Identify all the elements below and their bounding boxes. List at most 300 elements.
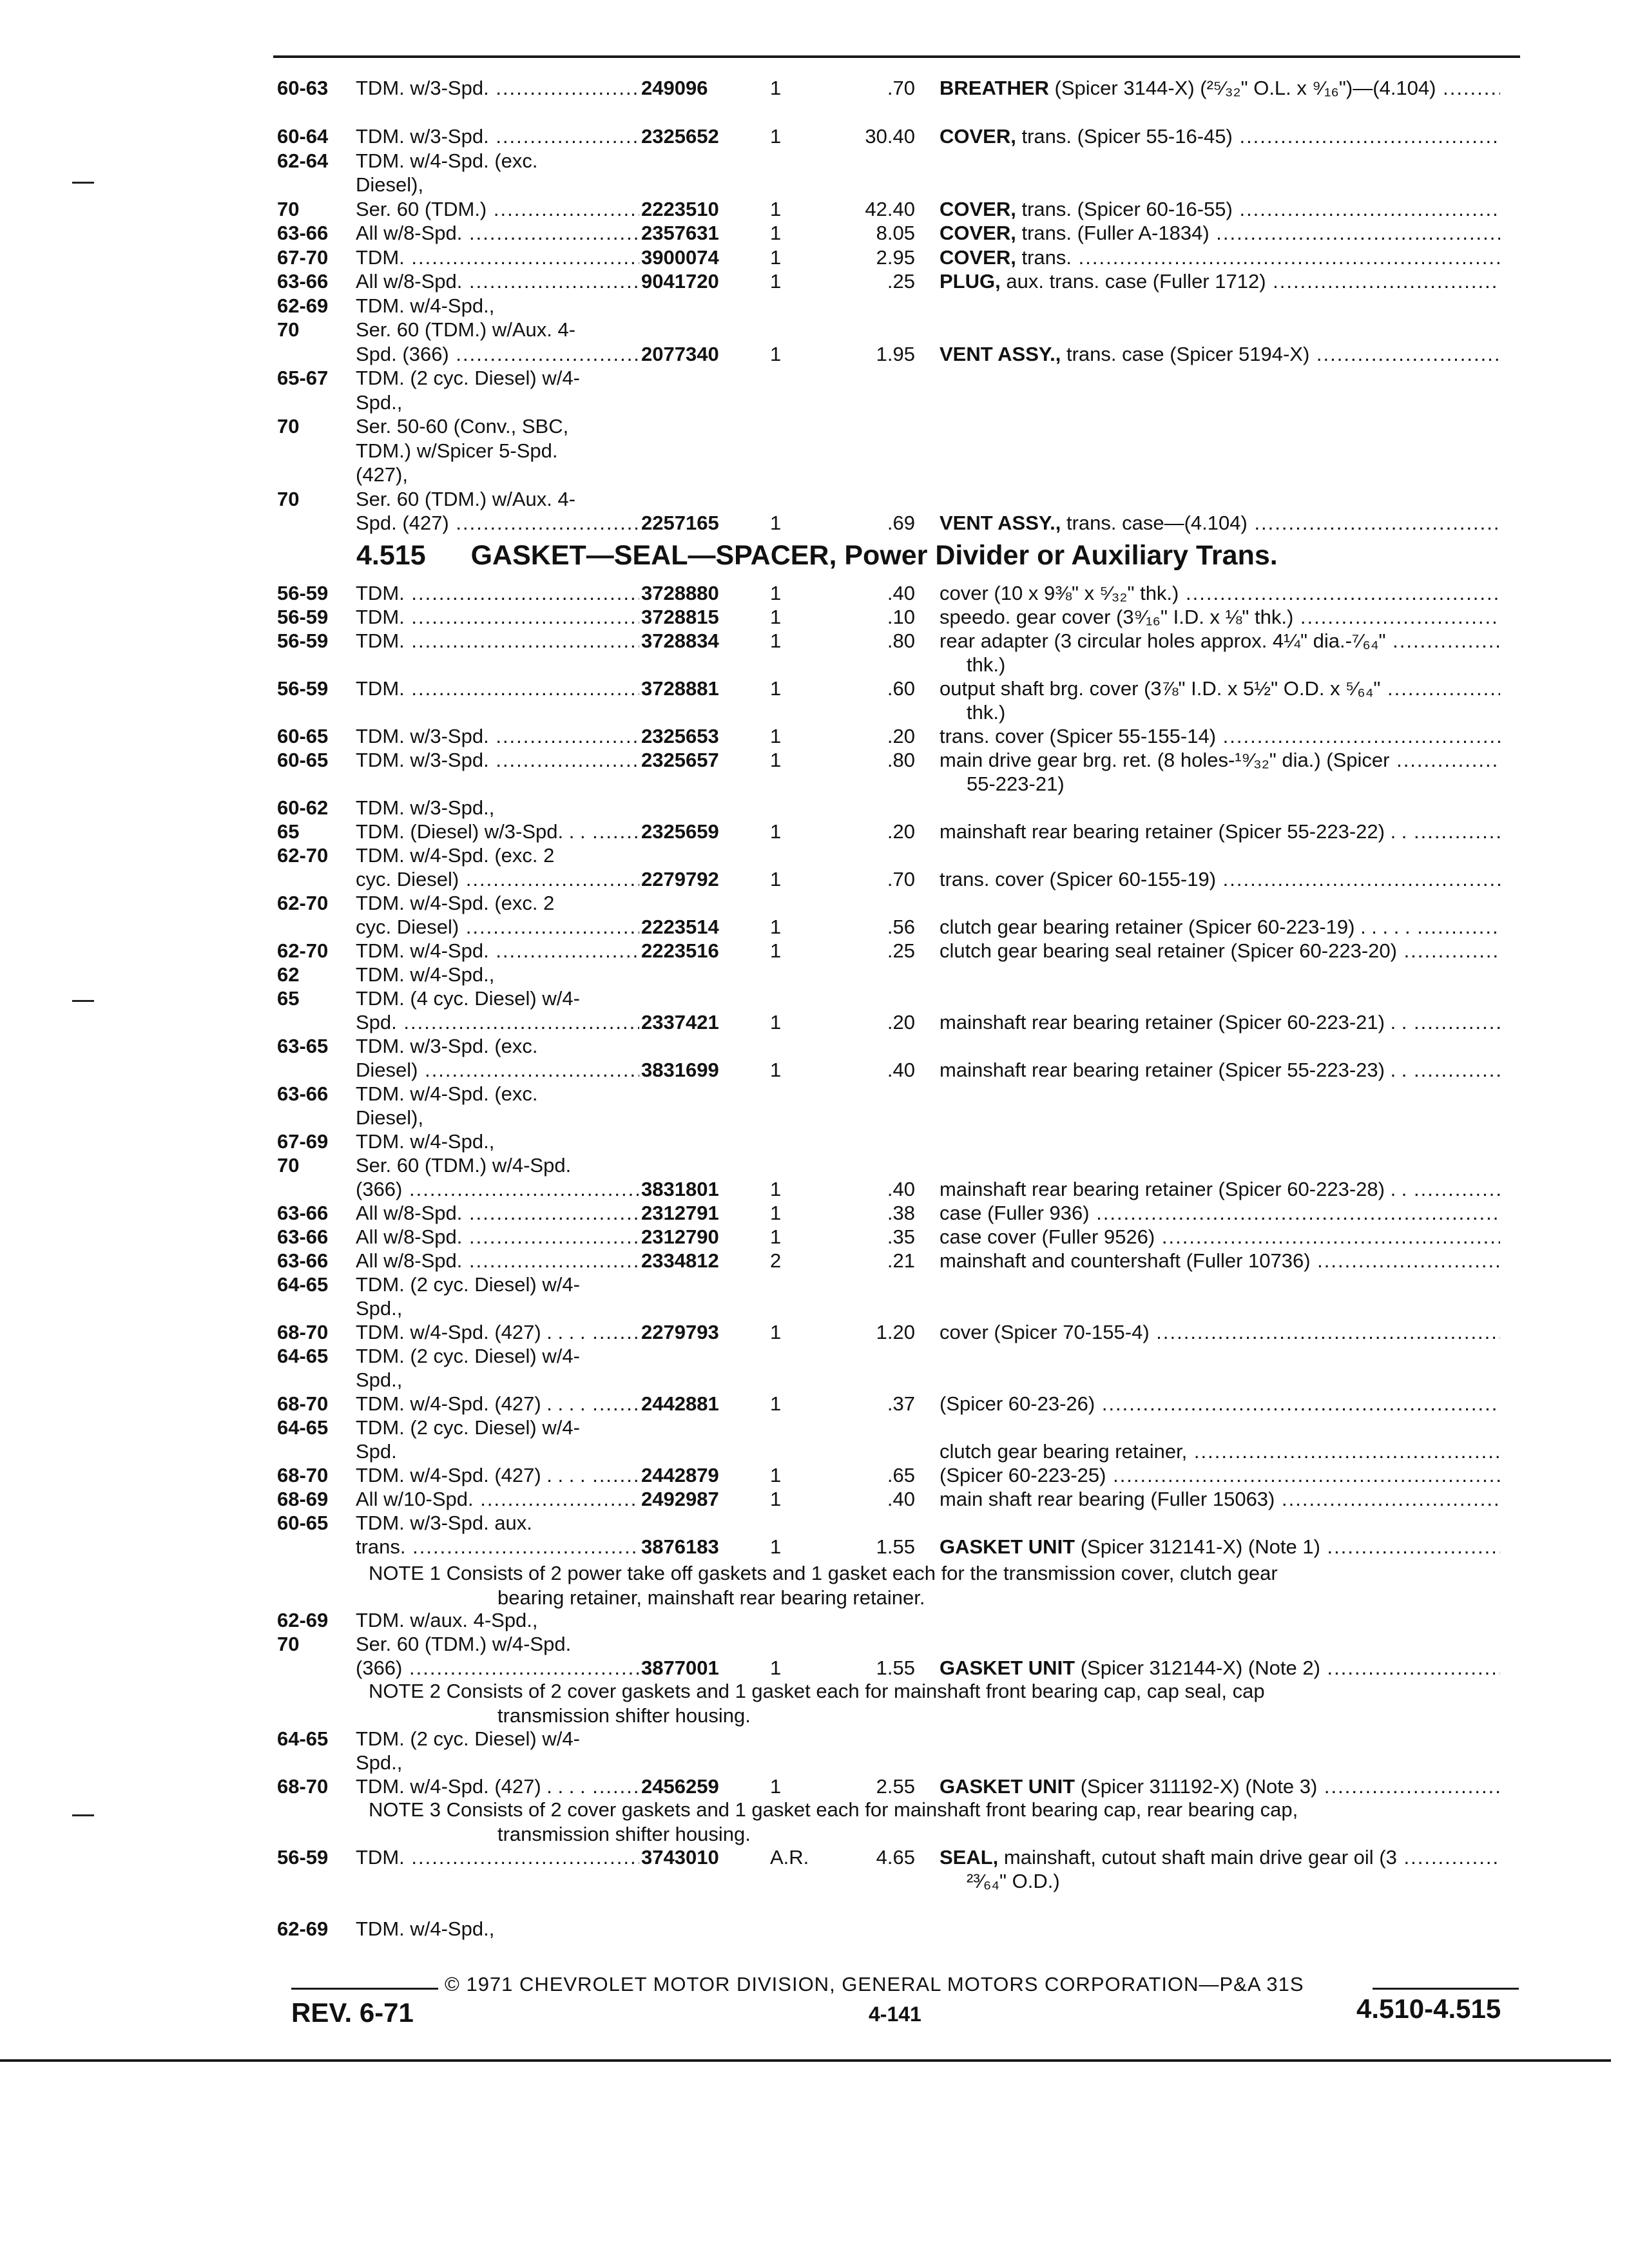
quantity-cell: 1 — [770, 916, 782, 938]
description-text: mainshaft rear bearing retainer (Spicer 60-223-21) . . — [940, 1011, 1407, 1033]
description-text: clutch gear bearing seal retainer (Spicer 60-223-20) — [940, 939, 1397, 962]
table-row — [0, 1106, 1629, 1130]
table-row — [0, 1082, 1629, 1106]
price-cell: .10 — [887, 606, 915, 628]
description-cell — [940, 820, 1500, 844]
price-cell: 30.40 — [865, 125, 915, 148]
part-name: GASKET UNIT — [940, 1775, 1075, 1798]
price-cell: .40 — [887, 1178, 915, 1200]
model-cell: TDM. w/3-Spd. ..... — [356, 76, 639, 101]
description-cell — [940, 1774, 1500, 1799]
quantity-cell: 1 — [770, 1011, 782, 1033]
description-cell — [940, 748, 1500, 773]
table-row — [0, 487, 1629, 512]
quantity-cell: 1 — [770, 582, 782, 604]
model-cell: TDM. w/4-Spd. (exc. — [356, 149, 538, 172]
model-cell: Spd., — [356, 1369, 403, 1391]
part-name: GASKET UNIT — [940, 1535, 1075, 1558]
table-row — [0, 986, 1629, 1011]
footer-rule-right — [1373, 1988, 1519, 1990]
description-text: trans. (Spicer 60-16-55) — [1016, 197, 1233, 220]
table-row — [0, 1058, 1629, 1082]
year-range-cell: 68-70 — [277, 1392, 329, 1415]
description-text: main drive gear brg. ret. (8 holes-¹⁹⁄₃₂" dia.) (Spicer — [940, 749, 1390, 771]
model-cell: TDM. ..... — [356, 629, 639, 653]
description-text: output shaft brg. cover (3⅞" I.D. x 5½" O.D. x ⁵⁄₆₄" — [940, 677, 1381, 700]
description-cell — [940, 1058, 1500, 1082]
year-range-cell: 63-66 — [277, 1082, 329, 1105]
note-3-line-2: transmission shifter housing. — [497, 1823, 751, 1845]
table-row — [0, 269, 1629, 294]
part-number-cell: 3728880 — [641, 582, 719, 604]
model-cell: TDM. w/4-Spd. ..... — [356, 939, 639, 963]
description-text: thk.) — [967, 653, 1006, 676]
quantity-cell: 1 — [770, 222, 782, 244]
section-number: 4.515 — [356, 540, 426, 571]
quantity-cell: 2 — [770, 1249, 782, 1272]
model-cell: cyc. Diesel) ..... — [356, 867, 639, 892]
price-cell: .21 — [887, 1249, 915, 1272]
description-text: trans. case (Spicer 5194-X) — [1061, 342, 1310, 365]
year-range-cell: 67-69 — [277, 1130, 329, 1153]
page-number: 4-141 — [869, 2003, 921, 2026]
table-row — [0, 891, 1629, 916]
part-number-cell: 2312790 — [641, 1225, 719, 1248]
model-cell: All w/8-Spd. ..... — [356, 1225, 639, 1249]
description-cell — [940, 76, 1500, 101]
description-cell — [940, 677, 1500, 701]
price-cell: .20 — [887, 725, 915, 747]
table-row — [0, 1439, 1629, 1464]
part-number-cell: 2312791 — [641, 1202, 719, 1224]
description-text: trans. — [1016, 245, 1072, 269]
year-range-cell: 63-66 — [277, 1249, 329, 1272]
price-cell: 42.40 — [865, 197, 915, 220]
price-cell: 1.55 — [876, 1535, 915, 1558]
price-cell: .40 — [887, 582, 915, 604]
year-range-cell: 70 — [277, 318, 300, 341]
model-cell: TDM. w/4-Spd. (exc. — [356, 1082, 538, 1105]
table-row — [0, 939, 1629, 963]
table-row — [0, 414, 1629, 439]
model-cell: TDM. w/3-Spd., — [356, 796, 495, 819]
table-row — [0, 1656, 1629, 1680]
bottom-rule — [0, 2059, 1611, 2062]
description-text: ²³⁄₆₄" O.D.) — [967, 1870, 1060, 1892]
model-cell: TDM. ..... — [356, 245, 639, 270]
description-cell — [940, 1845, 1500, 1870]
table-row — [0, 867, 1629, 892]
quantity-cell: 1 — [770, 1775, 782, 1798]
year-range-cell: 56-59 — [277, 629, 329, 652]
description-cell — [940, 511, 1500, 535]
quantity-cell: 1 — [770, 868, 782, 890]
description-cell — [940, 342, 1500, 367]
table-row — [0, 1034, 1629, 1059]
model-cell: Spd. — [356, 1440, 397, 1463]
part-number-cell: 3900074 — [641, 245, 719, 269]
table-row — [0, 1917, 1629, 1941]
description-cell — [940, 1010, 1500, 1035]
description-text: clutch gear bearing retainer, — [940, 1440, 1188, 1463]
description-text: clutch gear bearing retainer (Spicer 60-223-19) . . . . . — [940, 916, 1411, 938]
model-cell: (366) ..... — [356, 1177, 639, 1202]
year-range-cell: 62-69 — [277, 294, 329, 317]
description-cell — [940, 1656, 1500, 1680]
quantity-cell: 1 — [770, 1321, 782, 1343]
description-cell — [940, 724, 1500, 749]
year-range-cell: 63-66 — [277, 270, 329, 293]
note-1 — [369, 1561, 1278, 1610]
description-cell — [940, 939, 1500, 963]
part-number-cell: 2223510 — [641, 197, 719, 220]
note-3 — [369, 1798, 1298, 1847]
part-number-cell: 2279792 — [641, 868, 719, 890]
part-number-cell: 2492987 — [641, 1488, 719, 1510]
quantity-cell: 1 — [770, 629, 782, 652]
price-cell: 2.55 — [876, 1775, 915, 1798]
section-title: GASKET—SEAL—SPACER, Power Divider or Auxiliary Trans. — [470, 540, 1278, 571]
description-text: cover (10 x 9⅜" x ⁵⁄₃₂" thk.) — [940, 582, 1179, 604]
price-cell: .56 — [887, 916, 915, 938]
year-range-cell: 65 — [277, 987, 300, 1010]
quantity-cell: 1 — [770, 197, 782, 220]
model-cell: TDM. w/4-Spd., — [356, 294, 495, 317]
part-name: PLUG, — [940, 270, 1001, 293]
description-cell — [940, 867, 1500, 892]
part-name: VENT ASSY., — [940, 512, 1061, 534]
quantity-cell: 1 — [770, 606, 782, 628]
part-name: BREATHER — [940, 77, 1049, 99]
table-row — [0, 1296, 1629, 1321]
part-number-cell: 2325659 — [641, 820, 719, 843]
price-cell: .20 — [887, 1011, 915, 1033]
quantity-cell: 1 — [770, 125, 782, 148]
price-cell: .25 — [887, 270, 915, 293]
year-range-cell: 63-66 — [277, 1225, 329, 1248]
table-row — [0, 342, 1629, 367]
price-cell: .20 — [887, 820, 915, 843]
description-text: main shaft rear bearing (Fuller 15063) — [940, 1488, 1275, 1510]
part-name: COVER, — [940, 197, 1016, 220]
part-number-cell: 3831699 — [641, 1059, 719, 1081]
table-row — [0, 366, 1629, 390]
part-number-cell: 2337421 — [641, 1011, 719, 1033]
part-number-cell: 3743010 — [641, 1846, 719, 1869]
quantity-cell: 1 — [770, 1225, 782, 1248]
description-text: case (Fuller 936) — [940, 1202, 1090, 1224]
year-range-cell: 62 — [277, 963, 300, 986]
quantity-cell: 1 — [770, 1178, 782, 1200]
quantity-cell: 1 — [770, 749, 782, 771]
year-range-cell: 56-59 — [277, 677, 329, 700]
year-range-cell: 62-70 — [277, 892, 329, 914]
part-number-cell: 2325657 — [641, 749, 719, 771]
model-cell: TDM. (2 cyc. Diesel) w/4- — [356, 1416, 580, 1439]
description-text: trans. (Spicer 55-16-45) — [1016, 125, 1233, 148]
model-cell: TDM. w/aux. 4-Spd., — [356, 1609, 538, 1631]
model-cell: (427), — [356, 463, 408, 486]
model-cell: TDM. w/3-Spd. aux. — [356, 1512, 532, 1534]
top-rule — [273, 55, 1520, 58]
quantity-cell: 1 — [770, 1392, 782, 1415]
table-row — [0, 1177, 1629, 1202]
description-cell — [940, 1249, 1500, 1273]
part-name: VENT ASSY., — [940, 342, 1061, 365]
year-range-cell: 63-65 — [277, 1035, 329, 1057]
part-number-cell: 2257165 — [641, 512, 719, 534]
quantity-cell: 1 — [770, 512, 782, 534]
year-range-cell: 70 — [277, 197, 300, 220]
description-cell — [967, 772, 1501, 796]
copyright-line: © 1971 CHEVROLET MOTOR DIVISION, GENERAL MOTORS CORPORATION—P&A 31S — [445, 1973, 1304, 1995]
model-cell: TDM. w/4-Spd., — [356, 1917, 495, 1940]
model-cell: Spd. (366) ..... — [356, 342, 639, 367]
quantity-cell: 1 — [770, 1535, 782, 1558]
table-row — [0, 1225, 1629, 1249]
part-number-cell: 2442879 — [641, 1464, 719, 1486]
model-cell: All w/8-Spd. ..... — [356, 221, 639, 245]
price-cell: 1.55 — [876, 1657, 915, 1679]
description-cell — [940, 1320, 1500, 1345]
table-row — [0, 581, 1629, 606]
table-row — [0, 1249, 1629, 1273]
description-text: (Spicer 311192-X) (Note 3) — [1075, 1775, 1318, 1798]
section-heading — [356, 540, 1278, 572]
part-number-cell: 2334812 — [641, 1249, 719, 1272]
description-text: (Spicer 312144-X) (Note 2) — [1075, 1657, 1320, 1679]
price-cell: .70 — [887, 868, 915, 890]
quantity-cell: 1 — [770, 245, 782, 269]
part-number-cell: 3831801 — [641, 1178, 719, 1200]
part-name: COVER, — [940, 222, 1016, 244]
price-cell: .25 — [887, 939, 915, 962]
part-number-cell: 2077340 — [641, 342, 719, 365]
table-row — [0, 1463, 1629, 1488]
model-cell: TDM. w/4-Spd. (427) . . . . ..... — [356, 1320, 639, 1345]
table-row — [0, 294, 1629, 318]
price-cell: .65 — [887, 1464, 915, 1486]
table-row — [0, 677, 1629, 701]
description-cell — [940, 1201, 1500, 1225]
quantity-cell: 1 — [770, 1202, 782, 1224]
price-cell: .40 — [887, 1488, 915, 1510]
part-name: GASKET UNIT — [940, 1657, 1075, 1679]
table-row — [0, 390, 1629, 415]
description-text: trans. case—(4.104) — [1061, 512, 1248, 534]
price-cell: .60 — [887, 677, 915, 700]
year-range-cell: 56-59 — [277, 606, 329, 628]
part-number-cell: 9041720 — [641, 270, 719, 293]
part-number-cell: 3728815 — [641, 606, 719, 628]
price-cell: 8.05 — [876, 222, 915, 244]
year-range-cell: 70 — [277, 415, 300, 437]
model-cell: TDM. w/4-Spd., — [356, 963, 495, 986]
year-range-cell: 60-64 — [277, 125, 329, 148]
footer-rule-left — [291, 1988, 438, 1990]
year-range-cell: 62-69 — [277, 1609, 329, 1631]
price-cell: 1.20 — [876, 1321, 915, 1343]
model-cell: TDM. ..... — [356, 677, 639, 701]
description-text: 55-223-21) — [967, 773, 1065, 795]
year-range-cell: 68-70 — [277, 1464, 329, 1486]
description-cell — [940, 1487, 1500, 1512]
price-cell: .70 — [887, 77, 915, 99]
description-text: rear adapter (3 circular holes approx. 4¼" dia.-⁷⁄₆₄" — [940, 629, 1386, 652]
part-number-cell: 2456259 — [641, 1775, 719, 1798]
table-row — [0, 318, 1629, 342]
table-row — [0, 1392, 1629, 1416]
description-text: speedo. gear cover (3⁹⁄₁₆" I.D. x ⅛" thk.) — [940, 606, 1294, 628]
year-range-cell: 65-67 — [277, 367, 329, 389]
description-text: mainshaft rear bearing retainer (Spicer 60-223-28) . . — [940, 1178, 1407, 1200]
model-cell: TDM. w/3-Spd. ..... — [356, 724, 639, 749]
year-range-cell: 62-64 — [277, 149, 329, 172]
description-text: trans. cover (Spicer 60-155-19) — [940, 868, 1217, 890]
quantity-cell: A.R. — [770, 1846, 809, 1869]
quantity-cell: 1 — [770, 1059, 782, 1081]
model-cell: TDM. (2 cyc. Diesel) w/4- — [356, 1727, 580, 1750]
model-cell: TDM. (2 cyc. Diesel) w/4- — [356, 367, 580, 389]
model-cell: Spd., — [356, 390, 403, 414]
price-cell: .80 — [887, 629, 915, 652]
price-cell: 2.95 — [876, 245, 915, 269]
note-2-line-1: NOTE 2 Consists of 2 cover gaskets and 1 gasket each for mainshaft front bearing cap, cap seal, cap — [369, 1680, 1265, 1702]
description-cell — [940, 1177, 1500, 1202]
table-row — [0, 1893, 1629, 1917]
table-row — [0, 915, 1629, 939]
description-cell — [940, 269, 1500, 294]
description-text: (Spicer 60-223-25) — [940, 1464, 1106, 1486]
table-row — [0, 1535, 1629, 1559]
model-cell: Ser. 50-60 (Conv., SBC, — [356, 415, 569, 437]
description-text: mainshaft rear bearing retainer (Spicer 55-223-22) . . — [940, 820, 1407, 843]
model-cell: TDM. (2 cyc. Diesel) w/4- — [356, 1273, 580, 1296]
table-row — [0, 1727, 1629, 1751]
description-cell — [967, 1869, 1501, 1894]
note-2-line-2: transmission shifter housing. — [497, 1704, 751, 1727]
quantity-cell: 1 — [770, 342, 782, 365]
model-cell: TDM. (4 cyc. Diesel) w/4- — [356, 987, 580, 1010]
part-number-cell: 249096 — [641, 77, 708, 99]
model-cell: TDM. w/4-Spd. (427) . . . . ..... — [356, 1463, 639, 1488]
description-text: trans. (Fuller A-1834) — [1016, 222, 1210, 244]
table-row — [0, 820, 1629, 844]
table-row — [0, 439, 1629, 463]
table-row — [0, 221, 1629, 245]
model-cell: All w/10-Spd. ..... — [356, 1487, 639, 1512]
year-range-cell: 62-70 — [277, 939, 329, 962]
description-text: (Spicer 60-23-26) — [940, 1392, 1095, 1415]
model-cell: Ser. 60 (TDM.) w/Aux. 4- — [356, 318, 576, 341]
margin-mark — [72, 1814, 94, 1816]
model-cell: Spd., — [356, 1297, 403, 1320]
table-row — [0, 748, 1629, 773]
model-cell: Diesel), — [356, 1106, 424, 1129]
table-row — [0, 1416, 1629, 1440]
price-cell: .69 — [887, 512, 915, 534]
price-cell: .35 — [887, 1225, 915, 1248]
description-cell — [967, 700, 1501, 725]
model-cell: TDM. w/4-Spd. (427) . . . . ..... — [356, 1774, 639, 1799]
part-number-cell: 2325653 — [641, 725, 719, 747]
part-number-cell: 2223514 — [641, 916, 719, 938]
price-cell: .80 — [887, 749, 915, 771]
description-cell — [940, 197, 1500, 222]
description-text: mainshaft, cutout shaft main drive gear oil (3 — [998, 1846, 1397, 1869]
table-row — [0, 101, 1629, 125]
model-cell: TDM. ..... — [356, 581, 639, 606]
table-row — [0, 76, 1629, 101]
table-row — [0, 1487, 1629, 1512]
table-row — [0, 511, 1629, 535]
year-range-cell: 63-66 — [277, 1202, 329, 1224]
model-cell: cyc. Diesel) ..... — [356, 915, 639, 939]
table-row — [0, 1320, 1629, 1345]
description-text: cover (Spicer 70-155-4) — [940, 1321, 1150, 1343]
model-cell: Spd. (427) ..... — [356, 511, 639, 535]
quantity-cell: 1 — [770, 820, 782, 843]
year-range-cell: 63-66 — [277, 222, 329, 244]
description-cell — [940, 1225, 1500, 1249]
year-range-cell: 70 — [277, 487, 300, 510]
description-cell — [940, 915, 1500, 939]
part-number-cell: 2325652 — [641, 125, 719, 148]
model-cell: Ser. 60 (TDM.) w/4-Spd. — [356, 1154, 572, 1177]
table-row — [0, 629, 1629, 653]
year-range-cell: 64-65 — [277, 1727, 329, 1750]
model-cell: TDM. w/4-Spd. (427) . . . . ..... — [356, 1392, 639, 1416]
note-3-line-1: NOTE 3 Consists of 2 cover gaskets and 1 gasket each for mainshaft front bearing cap, rear bearing cap, — [369, 1798, 1298, 1821]
part-number-cell: 3728834 — [641, 629, 719, 652]
table-row — [0, 1273, 1629, 1297]
part-number-cell: 2442881 — [641, 1392, 719, 1415]
table-row — [0, 1129, 1629, 1154]
description-cell — [940, 1439, 1500, 1464]
price-cell: 1.95 — [876, 342, 915, 365]
table-row — [0, 1632, 1629, 1657]
description-cell — [940, 245, 1500, 270]
table-row — [0, 700, 1629, 725]
model-cell: TDM. (2 cyc. Diesel) w/4- — [356, 1345, 580, 1367]
year-range-cell: 64-65 — [277, 1345, 329, 1367]
description-cell — [940, 1392, 1500, 1416]
part-number-cell: 2223516 — [641, 939, 719, 962]
model-cell: TDM. ..... — [356, 1845, 639, 1870]
model-cell: Diesel), — [356, 173, 424, 196]
table-row — [0, 1201, 1629, 1225]
model-cell: Diesel) ..... — [356, 1058, 639, 1082]
model-cell: TDM. ..... — [356, 605, 639, 629]
description-cell — [967, 653, 1501, 677]
part-number-cell: 3877001 — [641, 1657, 719, 1679]
table-row — [0, 149, 1629, 173]
year-range-cell: 64-65 — [277, 1416, 329, 1439]
table-row — [0, 724, 1629, 749]
note-2 — [369, 1679, 1265, 1728]
model-cell: TDM.) w/Spicer 5-Spd. — [356, 439, 558, 462]
table-row — [0, 463, 1629, 487]
table-row — [0, 1344, 1629, 1369]
model-cell: Spd., — [356, 1751, 403, 1774]
table-row — [0, 197, 1629, 222]
table-row — [0, 605, 1629, 629]
year-range-cell: 60-65 — [277, 1512, 329, 1534]
description-cell — [940, 1463, 1500, 1488]
description-text: thk.) — [967, 701, 1006, 724]
description-cell — [940, 1535, 1500, 1559]
description-text: aux. trans. case (Fuller 1712) — [1000, 270, 1266, 293]
